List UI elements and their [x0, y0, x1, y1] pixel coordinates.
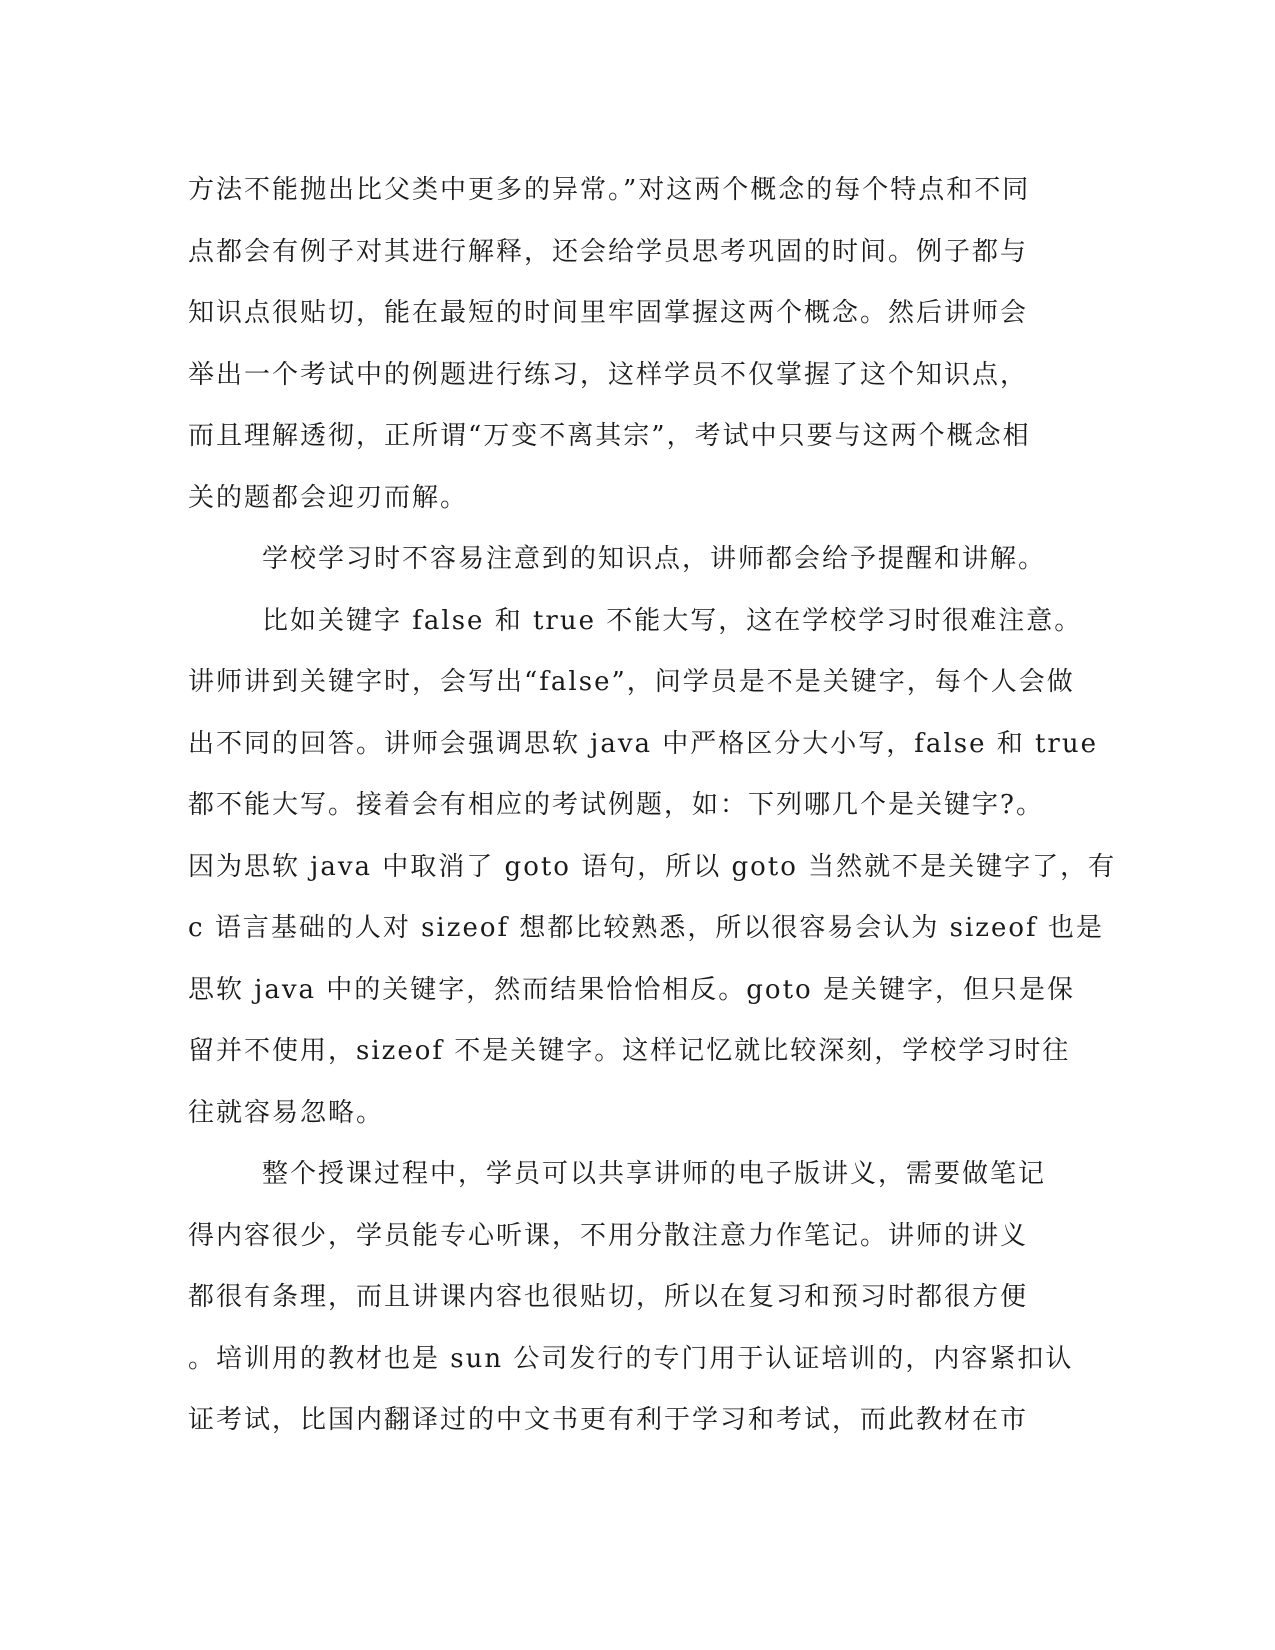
text-line: 点都会有例子对其进行解释，还会给学员思考巩固的时间。例子都与: [188, 236, 1029, 267]
text-line: 出不同的回答。讲师会强调思软 java 中严格区分大小写，false 和 true: [188, 728, 1098, 759]
text-line: 。培训用的教材也是 sun 公司发行的专门用于认证培训的，内容紧扣认: [188, 1343, 1074, 1374]
text-line: 思软 java 中的关键字，然而结果恰恰相反。goto 是关键字，但只是保: [188, 974, 1075, 1005]
text-line: 证考试，比国内翻译过的中文书更有利于学习和考试，而此教材在市: [188, 1405, 1029, 1435]
text-line: 讲师讲到关键字时，会写出“false”，问学员是不是关键字，每个人会做: [188, 667, 1075, 697]
text-line: 都很有条理，而且讲课内容也很贴切，所以在复习和预习时都很方便: [188, 1282, 1029, 1312]
text-line: 知识点很贴切，能在最短的时间里牢固掌握这两个概念。然后讲师会: [188, 298, 1029, 328]
text-line: 举出一个考试中的例题进行练习，这样学员不仅掌握了这个知识点，: [188, 359, 1029, 390]
body-text: [188, 160, 1117, 1452]
paragraph-start-line: 比如关键字 false 和 true 不能大写，这在学校学习时很难注意。: [262, 605, 1083, 636]
text-line: c 语言基础的人对 sizeof 想都比较熟悉，所以很容易会认为 sizeof 也是: [188, 913, 1104, 943]
text-line: 方法不能抛出比父类中更多的异常。”对这两个概念的每个特点和不同: [188, 175, 1031, 205]
text-line: 往就容易忽略。: [188, 1097, 385, 1128]
text-line: 留并不使用，sizeof 不是关键字。这样记忆就比较深刻，学校学习时往: [188, 1036, 1071, 1066]
text-line: 因为思软 java 中取消了 goto 语句，所以 goto 当然就不是关键字了，有: [188, 851, 1117, 882]
text-line: 而且理解透彻，正所谓“万变不离其宗”，考试中只要与这两个概念相: [188, 421, 1031, 451]
text-line: 关的题都会迎刃而解。: [188, 482, 469, 513]
paragraph-start-line: 学校学习时不容易注意到的知识点，讲师都会给予提醒和讲解。: [262, 544, 1047, 574]
paragraph-start-line: 整个授课过程中，学员可以共享讲师的电子版讲义，需要做笔记: [262, 1159, 1047, 1189]
text-line: 都不能大写。接着会有相应的考试例题，如：下列哪几个是关键字?。: [188, 790, 1044, 820]
text-line: 得内容很少，学员能专心听课，不用分散注意力作笔记。讲师的讲义: [188, 1220, 1029, 1251]
